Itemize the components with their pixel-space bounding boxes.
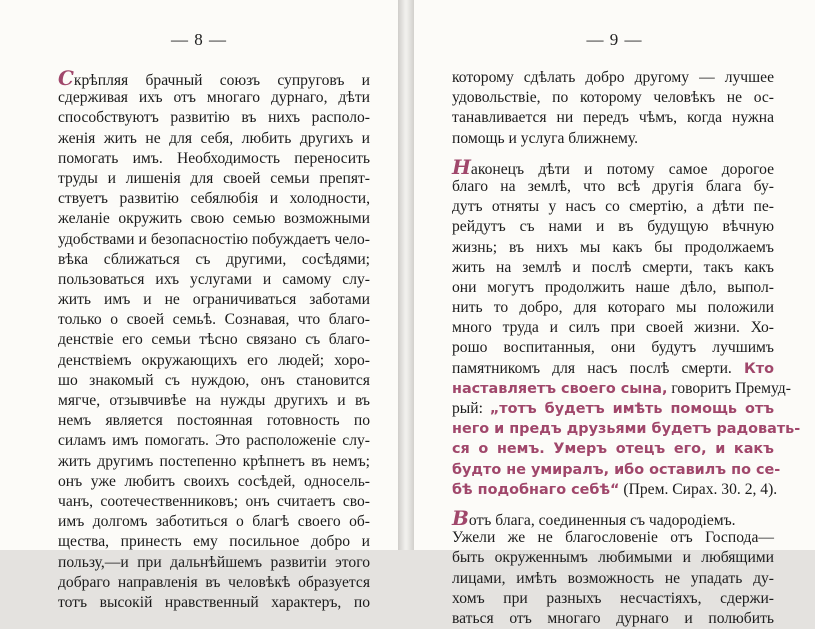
line-text: жить другимъ постепенно крѣпнетъ въ немъ; — [58, 452, 370, 470]
highlighted-quote: него и предъ друзьями будетъ радовать- — [452, 421, 801, 438]
highlighted-quote: ся о немъ. Умеръ отецъ его, и какъ — [452, 441, 774, 458]
line-text: памятникомъ для насъ послѣ смерти. — [452, 359, 732, 377]
text-line — [452, 154, 774, 179]
text-line — [58, 88, 370, 108]
line-text: жить имъ и не ограничиваться заботами — [58, 291, 370, 309]
text-line — [58, 108, 370, 128]
line-text: лицами, имѣть возможность не упадать ду- — [452, 569, 774, 587]
text-line — [58, 270, 370, 290]
text-line — [452, 238, 774, 258]
line-text: которому сдѣлать добро другому — лучшее — [452, 69, 774, 86]
line-text: отъ блага, соединенныя съ чадородiемъ. — [468, 511, 736, 529]
text-line — [58, 230, 370, 250]
text-line — [58, 532, 370, 552]
line-text: тотъ высокiй нравственный характеръ, по — [58, 593, 370, 611]
text-line — [58, 472, 370, 492]
text-line — [452, 419, 801, 439]
line-text: дутъ отняты у насъ со смертiю, а дѣти пе- — [452, 198, 774, 216]
line-text: говоритъ Премуд- — [671, 379, 791, 397]
text-line — [452, 460, 781, 480]
line-text: женiя жить не для себя, любить другихъ и — [58, 129, 370, 147]
drop-cap: Н — [452, 154, 471, 179]
line-text: рошо воспитанныя, они будутъ лучшимъ — [452, 339, 774, 357]
text-line — [452, 197, 774, 217]
line-text: хомъ при разныхъ несчастiяхъ, сдержи- — [452, 589, 774, 607]
line-text: вѣка сближаться съ другими, сосѣдями; — [58, 250, 370, 268]
line-text: сдерживая ихъ отъ многаго дурнаго, дѣти — [58, 89, 370, 107]
highlighted-quote: наставляетъ своего сына, — [452, 380, 668, 397]
text-line — [58, 391, 370, 411]
right-page-text — [452, 68, 801, 629]
left-page — [0, 0, 398, 611]
line-text: ствуетъ развитiю себялюбiя и холодности, — [58, 190, 370, 208]
line-text: жизнь; въ нихъ мы какъ бы продолжаемъ — [452, 238, 774, 256]
left-page-text — [58, 68, 370, 613]
line-text: помогать имъ. Необходимость переносить — [58, 149, 370, 167]
line-text: благо на землѣ, что всѣ другiя блага бу- — [452, 177, 774, 195]
line-text: помощь и услуга ближнему. — [452, 129, 638, 147]
line-text: денствiемъ окружающихъ его людей; хоро- — [58, 351, 370, 369]
text-line — [58, 169, 370, 189]
line-text: крѣпляя брачный союзъ супруговъ и — [73, 72, 370, 89]
page-number-right: — 9 — — [586, 30, 643, 49]
line-text: мягче, отзывчивѣе на нужды другихъ и въ — [58, 392, 370, 409]
text-line — [58, 431, 370, 451]
text-line — [452, 68, 774, 88]
text-line — [58, 209, 370, 229]
line-text: Ужели же не благословенiе отъ Господа— — [452, 529, 774, 547]
line-text: нить то добро, для котораго мы положили — [452, 299, 774, 317]
line-text: быть окруженнымъ любимыми и любящими — [452, 549, 774, 567]
line-text: только о своей семьѣ. Сознавая, что благо- — [58, 311, 370, 329]
line-text: чанъ, соотечественниковъ; онъ считаетъ сво- — [58, 492, 370, 510]
text-line — [58, 573, 370, 593]
text-line — [58, 189, 370, 209]
text-line — [58, 68, 370, 88]
right-page — [414, 0, 815, 627]
drop-cap: С — [58, 66, 74, 90]
text-line — [58, 149, 370, 169]
text-line — [452, 569, 774, 589]
text-line — [58, 553, 370, 573]
line-text: денствiе его семьи тѣсно связано съ благо- — [58, 331, 370, 349]
book-gutter — [398, 0, 414, 550]
highlighted-quote: будто не умиралъ, ибо оставилъ по се- — [452, 461, 781, 478]
line-text: удобствами и безопасностiю побуждаетъ чело- — [58, 230, 370, 248]
text-line — [452, 278, 774, 298]
line-text: добраго направленiя въ человѣкѣ образуется — [58, 573, 370, 591]
text-line — [452, 439, 774, 459]
line-text: рый: — [452, 400, 483, 417]
line-text: рейдутъ съ нами и въ будущую вѣчную — [452, 218, 774, 236]
text-line — [452, 88, 774, 108]
text-line — [452, 528, 774, 548]
highlighted-quote: бѣ подобнаго себѣ“ — [452, 481, 620, 498]
text-line — [452, 480, 778, 500]
text-line — [58, 250, 370, 270]
line-text: труды и лишенiя для своей семьи препят- — [58, 169, 370, 187]
text-line — [58, 411, 370, 431]
line-text: пользу,—и при дальнѣйшемъ развитiи этого — [58, 553, 370, 571]
text-line — [58, 330, 370, 350]
line-text: они могутъ продолжить наше дѣло, выпол- — [452, 278, 774, 296]
text-line — [452, 129, 774, 149]
drop-cap: В — [452, 505, 469, 530]
text-line — [452, 589, 774, 609]
page-number-left: — 8 — — [171, 30, 227, 49]
text-line — [452, 258, 774, 278]
text-line — [58, 129, 370, 149]
text-line — [452, 379, 791, 399]
text-line — [58, 351, 370, 371]
line-text: способствуютъ развитiю въ нихъ располо- — [58, 109, 370, 127]
text-line — [452, 548, 774, 568]
line-text: желанiе окружить свою семью возможными — [58, 210, 370, 228]
line-text: пользоваться ихъ услугами и самому слу- — [58, 270, 370, 288]
text-line — [452, 318, 774, 338]
line-text: шо знакомый съ нуждою, онъ становится — [58, 371, 370, 389]
text-line — [452, 217, 774, 237]
text-line — [58, 290, 370, 310]
text-line — [58, 492, 370, 512]
line-text: силамъ имъ помогать. Это расположенiе слу- — [58, 432, 370, 450]
line-text: ваться отъ многаго дурнаго и полюбить — [452, 609, 774, 627]
highlighted-quote: „тотъ будетъ имѣть помощь отъ — [489, 401, 775, 417]
text-line — [452, 338, 774, 358]
text-line — [58, 593, 370, 613]
line-text: имъ долгомъ заботиться о благѣ своего об- — [58, 513, 370, 531]
text-line — [452, 399, 774, 419]
highlighted-quote: Кто — [744, 360, 774, 377]
text-line — [452, 298, 774, 318]
text-line — [58, 371, 370, 391]
line-text: удовольствiе, по которому человѣкъ не ос- — [452, 89, 774, 107]
text-line — [452, 505, 774, 530]
text-line — [452, 359, 774, 379]
text-line — [452, 609, 774, 629]
line-text: аконецъ дѣти и потому самое дорогое — [470, 160, 774, 178]
line-text: онъ уже любитъ своихъ сосѣдей, односель- — [58, 472, 370, 490]
line-text: щества, принесть ему посильное добро и — [58, 533, 370, 551]
text-line — [452, 177, 774, 197]
text-line — [58, 452, 370, 472]
line-text: немъ является постоянная готовность по — [58, 412, 370, 430]
line-text: танавливается ни передъ чѣмъ, когда нужна — [452, 109, 774, 127]
text-line — [58, 512, 370, 532]
line-text: (Прем. Сирах. 30. 2, 4). — [623, 480, 778, 498]
text-line — [452, 108, 774, 128]
text-line — [58, 310, 370, 330]
line-text: жить на землѣ и послѣ смерти, такъ какъ — [452, 258, 774, 276]
line-text: много труда и силъ при своей жизни. Хо- — [452, 319, 774, 337]
